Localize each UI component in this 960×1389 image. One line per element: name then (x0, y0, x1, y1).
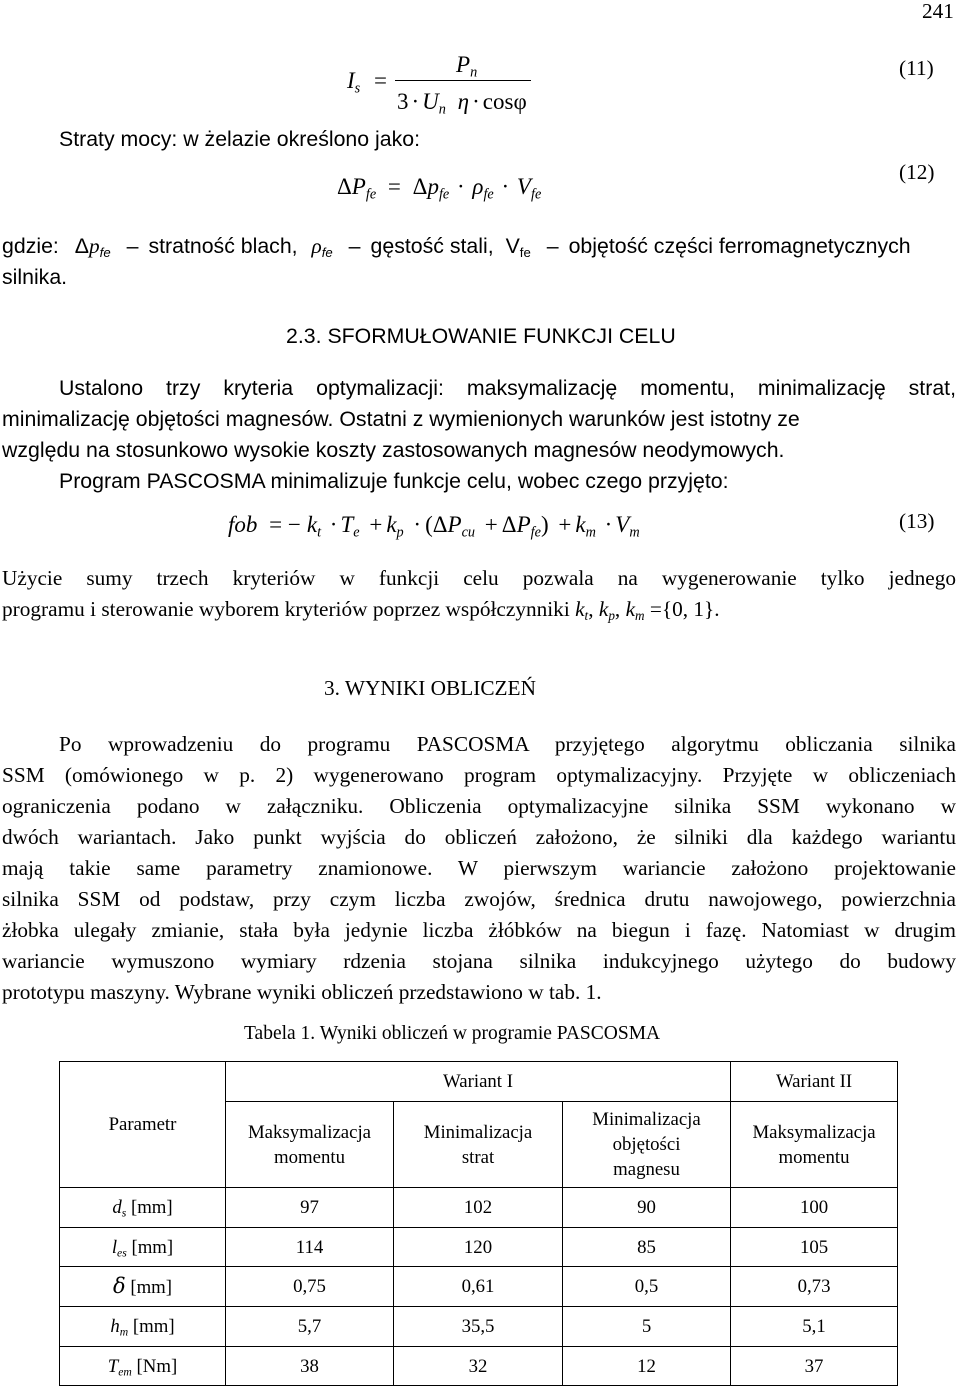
delta-symbol: Δ (74, 234, 89, 258)
col-header-1 (226, 1102, 394, 1188)
param-header: Parametr (60, 1062, 226, 1188)
eq11-lhs: I (347, 68, 355, 93)
para3-line-8: wariancie wymuszono wymiary rdzenia stojana silnika indukcyjnego użytego do budowy (2, 949, 956, 973)
eq12-number: (12) (899, 160, 935, 184)
table-caption: Tabela 1. Wyniki obliczeń w programie PASCOSMA (244, 1023, 661, 1044)
para3-line-2: SSM (omówionego w p. 2) wygenerowano program optymalizacyjny. Przyjęte w obliczeniach (2, 763, 956, 787)
eq13-fob: fob (228, 512, 258, 537)
para3-line-7: żłobka ulegały zmianie, stała była jedynie liczba żłóbków na biegun i fazę. Natomiast w drugim (2, 918, 956, 942)
gdzie-text-2: gęstość stali, (370, 234, 494, 258)
eq13-sub-e: e (353, 524, 360, 541)
eq13-p-fe: P (516, 512, 531, 537)
para3-line-4: dwóch wariantach. Jako punkt wyjścia do obliczeń założono, że silniki dla każdego wariantu (2, 825, 956, 849)
table-cell: 0,61 (394, 1267, 563, 1307)
eq13-v-m: V (615, 512, 630, 537)
table-cell: 5,1 (731, 1307, 898, 1347)
gdzie-rho: ρ (311, 234, 322, 258)
gdzie-rho-sub: fe (321, 244, 333, 260)
table-group-header-row (60, 1062, 898, 1102)
row-sym: δ (112, 1273, 126, 1298)
gdzie-v-sub: fe (519, 244, 531, 260)
eq11-den-3: 3 (397, 89, 409, 114)
table-cell: 0,5 (563, 1267, 731, 1307)
table-row (60, 1188, 898, 1228)
gdzie-text-3: objętość części ferromagnetycznych (568, 234, 911, 258)
para2-line-2: programu i sterowanie wyborem kryteriów poprzez współczynniki $k_t$, $k_p$, $k_m =\{0$, 1}. (2, 597, 720, 623)
para2-sub-m: m (635, 607, 645, 623)
row-sub: es (117, 1245, 127, 1259)
col-header-4 (731, 1102, 898, 1188)
gdzie-line (2, 231, 911, 262)
para2-line-1: Użycie sumy trzech kryteriów w funkcji celu pozwala na wygenerowanie tylko jednego (2, 566, 956, 590)
eq13-t-e: T (340, 512, 354, 537)
eq12-sub-4: fe (530, 186, 542, 203)
eq12-p-upper: P (351, 174, 366, 199)
page-number: 241 (922, 0, 954, 23)
eq12-delta-2: Δ (412, 174, 428, 199)
eq13-sub-t: t (317, 524, 322, 541)
para1-line-2: minimalizację objętości magnesów. Ostatni z wymienionych warunków jest istotny ze (2, 407, 800, 431)
row-param (60, 1267, 226, 1307)
eq11-fraction-bar (395, 80, 531, 81)
table-cell: 5 (563, 1307, 731, 1347)
row-param (60, 1188, 226, 1228)
table-cell: 12 (563, 1347, 731, 1386)
col3-line-3: magnesu (613, 1159, 680, 1180)
eq11-den-phi: φ (513, 89, 527, 114)
table-cell: 32 (394, 1347, 563, 1386)
row-unit: [mm] (130, 1197, 173, 1218)
table-cell: 97 (226, 1188, 394, 1228)
eq12-sub-2: fe (438, 186, 450, 203)
para3-line-1: Po wprowadzeniu do programu PASCOSMA przyjętego algorytmu obliczania silnika (59, 732, 956, 756)
table-row (60, 1307, 898, 1347)
row-sym: T (107, 1355, 119, 1377)
table-cell: 105 (731, 1228, 898, 1267)
row-sub: m (119, 1325, 129, 1339)
para2-k-3: k (625, 597, 636, 621)
table-cell: 0,75 (226, 1267, 394, 1307)
col4-line-2: momentu (778, 1146, 850, 1168)
para3-line-9: prototypu maszyny. Wybrane wyniki obliczeń przedstawiono w tab. 1. (2, 980, 602, 1004)
para2-line-2-text: programu i sterowanie wyborem kryteriów poprzez współczynniki (2, 597, 570, 621)
eq13-sub-fe: fe (530, 524, 541, 541)
row-sym: l (111, 1236, 118, 1258)
eq11-number: (11) (899, 56, 934, 80)
section-heading-3: 3. WYNIKI OBLICZEŃ (324, 676, 536, 700)
row-unit: [mm] (130, 1276, 173, 1298)
table-cell: 37 (731, 1347, 898, 1386)
col3-line-2: objętości (612, 1134, 681, 1155)
table-cell: 90 (563, 1188, 731, 1228)
section-heading-2-3: 2.3. SFORMUŁOWANIE FUNKCJI CELU (286, 324, 676, 348)
eq11-den-u-sub: n (438, 101, 446, 118)
eq12-p-lower: p (427, 174, 439, 199)
eq11-numerator: P (456, 52, 471, 77)
row-sym: h (110, 1316, 120, 1337)
eq13-sub-cu: cu (461, 524, 476, 541)
group-header-wariant-1: Wariant I (226, 1062, 731, 1102)
dash-1: – (126, 234, 139, 258)
group-header-wariant-2: Wariant II (731, 1062, 898, 1102)
eq13-sub-p: p (396, 524, 404, 541)
eq12-delta: Δ (337, 174, 352, 199)
eq12-rho: ρ (472, 174, 484, 199)
eq12-sub-1: fe (365, 186, 377, 203)
eq11-den-u: U (422, 89, 439, 114)
para1-line-1: Ustalono trzy kryteria optymalizacji: maksymalizację momentu, minimalizację strat, (59, 376, 956, 400)
row-sym: d (112, 1197, 122, 1218)
col4-line-1: Maksymalizacja (752, 1121, 876, 1143)
eq13-k-p: k (386, 512, 397, 537)
table-cell: 0,73 (731, 1267, 898, 1307)
eq11-numerator-sub: n (470, 64, 478, 81)
eq11-den-eta: η (457, 89, 470, 114)
row-param (60, 1228, 226, 1267)
eq11-equals-sign: = (373, 68, 387, 93)
eq13-number: (13) (899, 509, 935, 533)
row-unit: [mm] (132, 1316, 175, 1337)
eq12-v: V (516, 174, 531, 199)
row-unit: [mm] (131, 1236, 174, 1258)
gdzie-text-1: stratność blach, (148, 234, 298, 258)
table-cell: 100 (731, 1188, 898, 1228)
para1-line-3: względu na stosunkowo wysokie koszty zastosowanych magnesów neodymowych. (2, 438, 785, 462)
eq11-den-cos: cos (482, 89, 514, 114)
eq13-k-t: k (306, 512, 318, 537)
table-cell: 35,5 (394, 1307, 563, 1347)
dash-3: – (546, 234, 559, 258)
eq13-sub-m: m (585, 524, 596, 541)
row-sub: s (121, 1206, 127, 1220)
para2-line-2-end: ={0, 1}. (649, 597, 720, 621)
para3-line-6: silnika SSM od podstaw, przy czym liczba zwojów, średnica drutu nawojowego, powierzchnia (2, 887, 956, 911)
table-row (60, 1267, 898, 1307)
eq13-p-cu: P (447, 512, 462, 537)
table-cell: 114 (226, 1228, 394, 1267)
table-row (60, 1228, 898, 1267)
eq11-lhs-sub: s (354, 80, 361, 97)
row-param (60, 1307, 226, 1347)
para2-sub-p: p (608, 607, 615, 623)
dash-2: – (348, 234, 361, 258)
straty-line: Straty mocy: w żelazie określono jako: (59, 127, 421, 151)
table-cell: 102 (394, 1188, 563, 1228)
para2-sub-t: t (584, 607, 589, 623)
row-sub: em (118, 1364, 132, 1378)
para2-k-1: k (575, 597, 585, 621)
results-table (59, 1061, 898, 1386)
equation-12: $\Delta P_{fe} = \Delta p_{fe} \cdot \rho_{fe} \cdot V_{fe}$ (337, 174, 542, 203)
para3-line-5: mają takie same parametry znamionowe. W pierwszym wariancie założono projektowanie (2, 856, 956, 880)
equation-13: fob = − $k_t \cdot T_e + k_p \cdot (\Delta P_{cu} + \Delta P_{fe}) + k_m \cdot V_m$ (228, 512, 640, 541)
gdzie-p: p (89, 234, 100, 258)
table-row (60, 1347, 898, 1386)
col2-line-1: Minimalizacja (423, 1121, 533, 1143)
col2-line-2: strat (461, 1146, 495, 1168)
table-cell: 5,7 (226, 1307, 394, 1347)
gdzie-prefix: gdzie: (2, 234, 59, 258)
table-cell: 120 (394, 1228, 563, 1267)
col1-line-1: Maksymalizacja (247, 1121, 372, 1143)
para3-line-3: ograniczenia podano w załączniku. Obliczenia optymalizacyjne silnika SSM wykonano w (2, 794, 956, 818)
eq13-k-m: k (575, 512, 586, 537)
para1-line-4: Program PASCOSMA minimalizuje funkcje celu, wobec czego przyjęto: (59, 469, 729, 493)
gdzie-p-sub: fe (99, 244, 111, 260)
para2-k-2: k (598, 597, 609, 621)
col1-line-2: momentu (274, 1146, 345, 1168)
row-unit: [Nm] (136, 1355, 178, 1377)
col3-line-1: Minimalizacja (592, 1109, 701, 1130)
eq13-sub-m-2: m (629, 524, 640, 541)
table-cell: 85 (563, 1228, 731, 1267)
gdzie-line-2: silnika. (2, 265, 68, 289)
row-param (60, 1347, 226, 1386)
eq12-sub-3: fe (483, 186, 494, 203)
table-cell: 38 (226, 1347, 394, 1386)
col-header-3 (563, 1102, 731, 1188)
col-header-2 (394, 1102, 563, 1188)
gdzie-v: V (505, 234, 520, 258)
